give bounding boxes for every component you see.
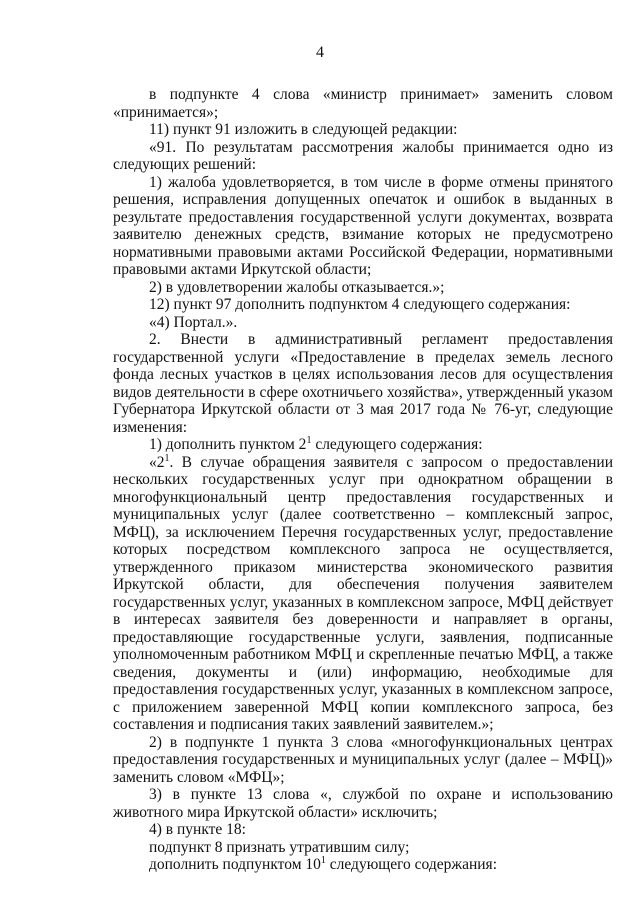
paragraph: «91. По результатам рассмотрения жалобы принимается одно из следующих решений: <box>113 138 613 173</box>
superscript: 1 <box>164 452 170 464</box>
paragraph: 2) в подпункте 1 пункта 3 слова «многофункциональных центрах предоставления государственных и муниципальных услуг (далее – МФЦ)» заменить словом «МФЦ»; <box>113 733 613 786</box>
paragraph: 1) жалоба удовлетворяется, в том числе в форме отмены принятого решения, исправления допущенных опечаток и ошибок в выданных в результате предоставления государственной услуги документах, возврата заявителю денежных средств, взимание которых не предусмотрено нормативными правовыми актами Российской Федерации, нормативными правовыми актами Иркутской области; <box>113 173 613 278</box>
paragraph: в подпункте 4 слова «министр принимает» заменить словом «принимается»; <box>113 86 613 121</box>
paragraph: 2) в удовлетворении жалобы отказывается.»; <box>149 278 445 296</box>
paragraph: 4) в пункте 18: <box>149 821 246 838</box>
page-number: 4 <box>316 44 324 61</box>
paragraph: «4) Портал.». <box>149 313 238 331</box>
paragraph: подпункт 8 признать утратившим силу; <box>149 838 410 856</box>
document-body <box>113 86 613 874</box>
paragraph: «$2^1$. В случае обращения заявителя с запросом о предоставлении нескольких государственных услуг при однократном обращении в многофункциональный центр предоставления государственных и муниципальных услуг (далее соответственно – комплексный запрос, МФЦ), за исключением Перечня государственных услуг, предоставление которых посредством комплексного запроса не осуществляется, утвержденного приказом министерства экономического развития Иркутской области, для обеспечения получения заявителем государственных услуг, указанных в комплексном запросе, МФЦ действует в интересах заявителя без доверенности и направляет в органы, предоставляющие государственные услуги, заявления, подписанные уполномоченным работником МФЦ и скрепленные печатью МФЦ, а также сведения, документы и (или) информацию, необходимые для предоставления государственных услуг, указанных в комплексном запросе, с приложением заверенной МФЦ копии комплексного запроса, без составления и подписания таких заявлений заявителем.»; <box>113 452 613 733</box>
paragraph: 12) пункт 97 дополнить подпунктом 4 следующего содержания: <box>149 296 571 313</box>
paragraph: 2. Внести в административный регламент предоставления государственной услуги «Предоставление в пределах земель лесного фонда лесных участков в целях использования лесов для осуществления видов деятельности в сфере охотничьего хозяйства», утвержденный указом Губернатора Иркутской области от 3 мая 2017 года № 76-уг, следующие изменения: <box>113 331 613 436</box>
paragraph: 1) дополнить пунктом $2^1$ следующего содержания: <box>149 435 483 453</box>
paragraph: 11) пункт 91 изложить в следующей редакции: <box>149 121 458 138</box>
superscript: 1 <box>306 435 312 446</box>
superscript: 1 <box>320 855 326 866</box>
paragraph: 3) в пункте 13 слова «, службой по охране и использованию животного мира Иркутской области» исключить; <box>113 786 613 821</box>
paragraph: дополнить подпунктом $10^1$ следующего содержания: <box>149 855 497 873</box>
